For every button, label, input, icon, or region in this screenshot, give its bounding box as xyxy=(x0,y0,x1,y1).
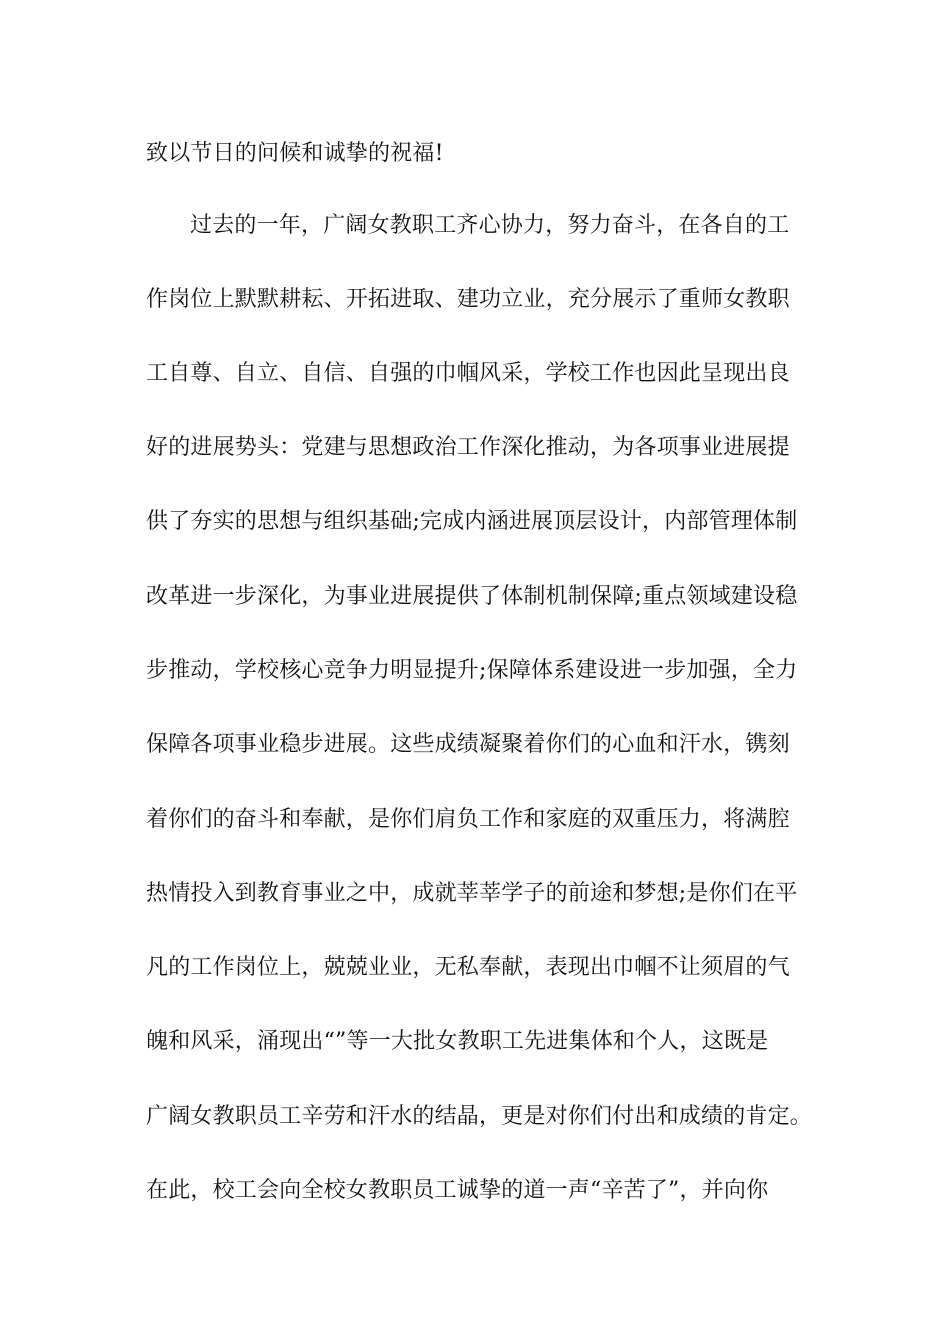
text-line: 凡的工作岗位上，兢兢业业，无私奉献，表现出巾帼不让须眉的气 xyxy=(146,955,790,980)
text-line: 工自尊、自立、自信、自强的巾帼风采，学校工作也因此呈现出良 xyxy=(146,361,790,386)
text-line: 改革进一步深化，为事业进展提供了体制机制保障;重点领域建设稳 xyxy=(146,584,798,609)
text-line: 在此，校工会向全校女教职员工诚挚的道一声“辛苦了”，并向你 xyxy=(146,1178,769,1203)
text-line: 着你们的奋斗和奉献，是你们肩负工作和家庭的双重压力，将满腔 xyxy=(146,807,790,832)
text-line: 广阔女教职员工辛劳和汗水的结晶，更是对你们付出和成绩的肯定。 xyxy=(146,1104,813,1129)
text-line: 热情投入到教育事业之中，成就莘莘学子的前途和梦想;是你们在平 xyxy=(146,881,798,906)
text-line: 魄和风采，涌现出“”等一大批女教职工先进集体和个人，这既是 xyxy=(146,1029,769,1054)
text-line: 作岗位上默默耕耘、开拓进取、建功立业，充分展示了重师女教职 xyxy=(146,287,790,312)
text-line: 保障各项事业稳步进展。这些成绩凝聚着你们的心血和汗水，镌刻 xyxy=(146,732,790,757)
text-line: 好的进展势头：党建与思想政治工作深化推动，为各项事业进展提 xyxy=(146,435,790,460)
text-line: 供了夯实的思想与组织基础;完成内涵进展顶层设计，内部管理体制 xyxy=(146,509,798,534)
text-line: 步推动，学校核心竞争力明显提升;保障体系建设进一步加强，全力 xyxy=(146,658,798,683)
text-line: 致以节日的问候和诚挚的祝福! xyxy=(146,141,444,166)
paragraph-first-line: 过去的一年，广阔女教职工齐心协力，努力奋斗，在各自的工 xyxy=(190,213,790,238)
